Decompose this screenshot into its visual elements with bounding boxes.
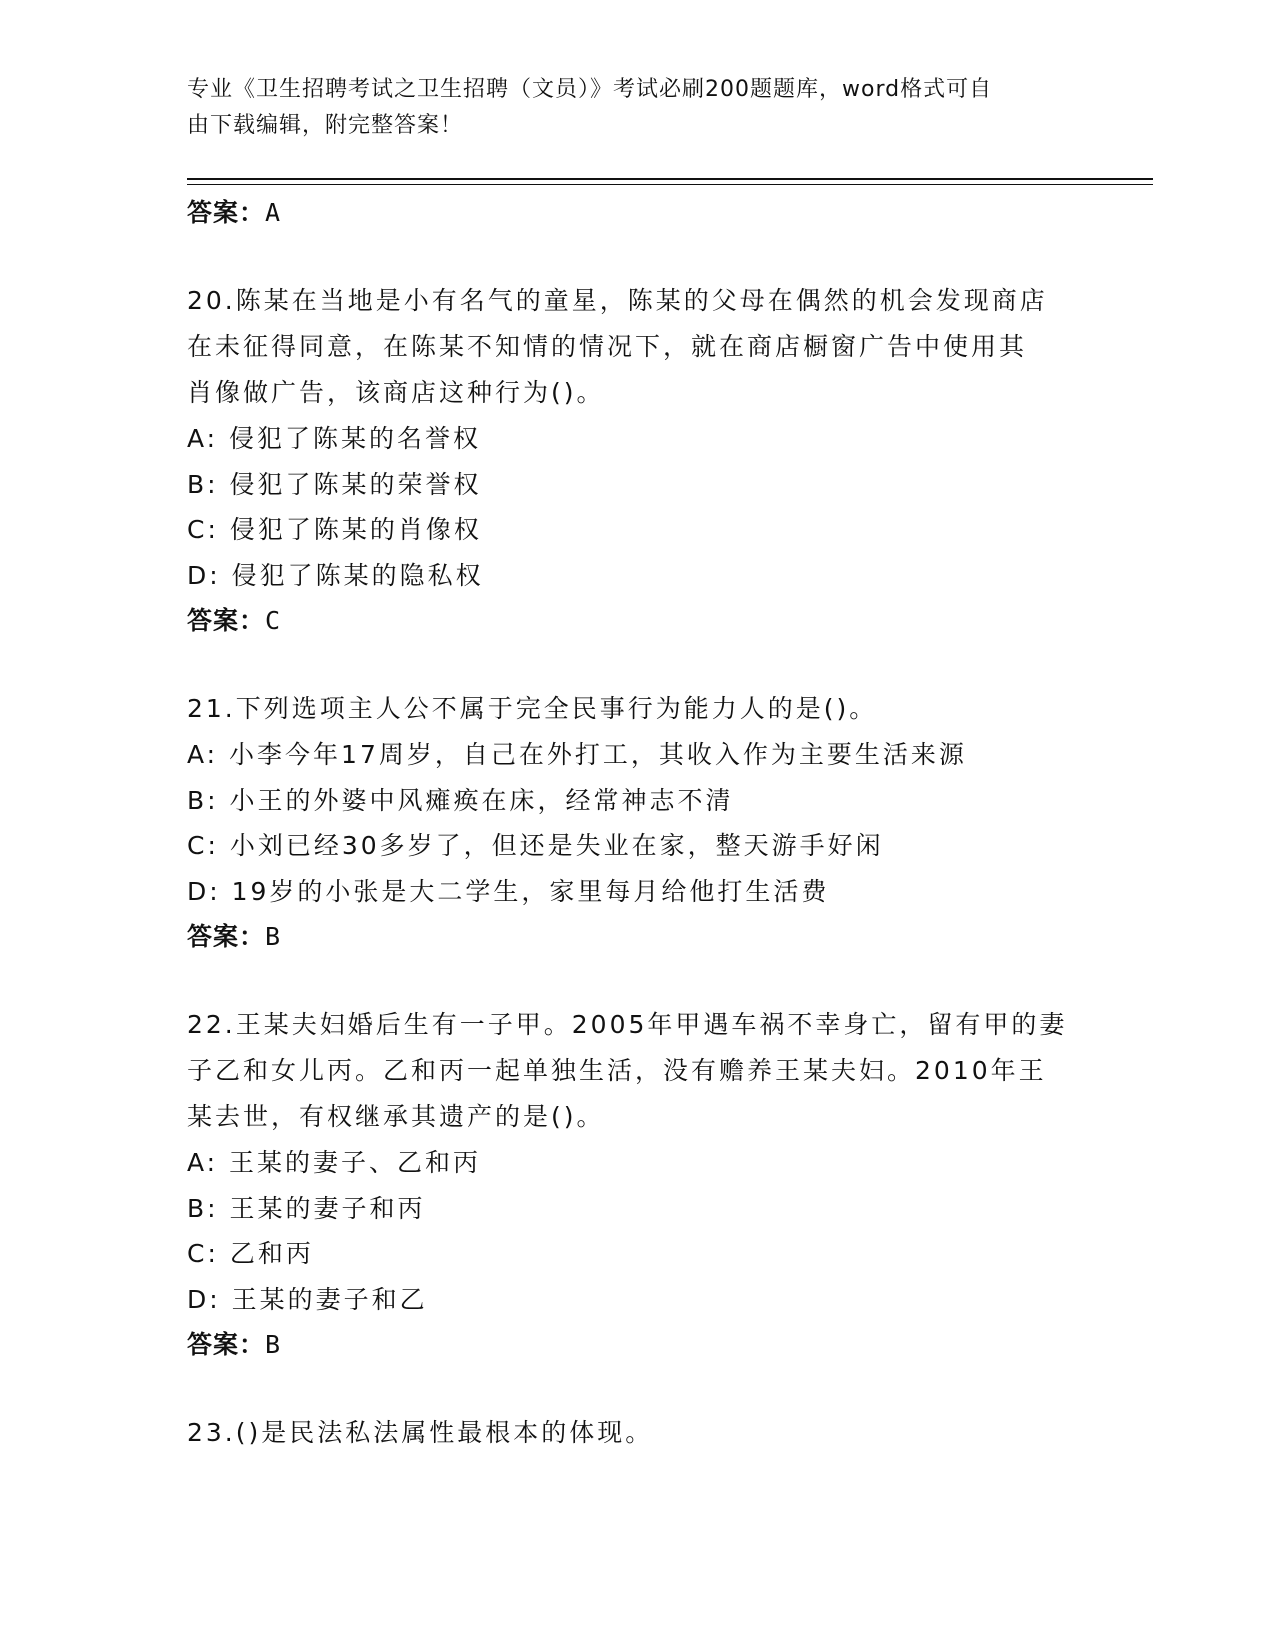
option-b: B: 王某的妻子和丙 bbox=[187, 1193, 426, 1223]
option-c: C: 侵犯了陈某的肖像权 bbox=[187, 515, 482, 544]
answer-value: B bbox=[265, 1330, 282, 1359]
question-block bbox=[187, 278, 1087, 644]
question-block bbox=[187, 1410, 1087, 1456]
header-line-1: 专业《卫生招聘考试之卫生招聘（文员）》考试必刷200题题库，word格式可自 bbox=[187, 77, 993, 102]
header-line-2: 由下载编辑，附完整答案！ bbox=[187, 113, 464, 138]
answer-value: A bbox=[265, 198, 282, 227]
option-d: D: 侵犯了陈某的隐私权 bbox=[187, 560, 484, 590]
answer-line bbox=[187, 598, 1087, 644]
option-b: B: 小王的外婆中风瘫痪在床，经常神志不清 bbox=[187, 785, 734, 815]
option-a: A: 小李今年17周岁，自己在外打工，其收入作为主要生活来源 bbox=[187, 740, 967, 769]
question-stem-line: 某去世，有权继承其遗产的是()。 bbox=[187, 1102, 605, 1131]
answer-value: B bbox=[265, 922, 282, 951]
question-stem-line: 肖像做广告，该商店这种行为()。 bbox=[187, 378, 605, 407]
option-a: A: 王某的妻子、乙和丙 bbox=[187, 1148, 482, 1177]
option-c: C: 小刘已经30多岁了，但还是失业在家，整天游手好闲 bbox=[187, 831, 884, 860]
question-stem-line: 21.下列选项主人公不属于完全民事行为能力人的是()。 bbox=[187, 694, 878, 723]
question-stem-line: 在未征得同意，在陈某不知情的情况下，就在商店橱窗广告中使用其 bbox=[187, 332, 1028, 361]
question-block bbox=[187, 686, 1087, 960]
answer-value: C bbox=[265, 606, 282, 635]
answer-prefix: 答案： bbox=[187, 1330, 266, 1359]
header-divider-thick bbox=[187, 178, 1153, 180]
document-header bbox=[187, 72, 1067, 144]
question-stem-line: 23.()是民法私法属性最根本的体现。 bbox=[187, 1418, 654, 1447]
question-stem-line: 子乙和女儿丙。乙和丙一起单独生活，没有赡养王某夫妇。2010年王 bbox=[187, 1056, 1047, 1085]
question-stem-line: 22.王某夫妇婚后生有一子甲。2005年甲遇车祸不幸身亡，留有甲的妻 bbox=[187, 1010, 1068, 1039]
answer-line bbox=[187, 914, 1087, 960]
answer-prefix: 答案： bbox=[187, 606, 266, 635]
option-d: D: 19岁的小张是大二学生，家里每月给他打生活费 bbox=[187, 876, 830, 906]
option-d: D: 王某的妻子和乙 bbox=[187, 1284, 428, 1314]
question-list bbox=[187, 190, 1087, 1456]
answer-line bbox=[187, 190, 1087, 236]
answer-prefix: 答案： bbox=[187, 922, 266, 951]
header-divider-thin bbox=[187, 184, 1153, 185]
answer-prefix: 答案： bbox=[187, 198, 266, 227]
option-c: C: 乙和丙 bbox=[187, 1239, 314, 1268]
option-a: A: 侵犯了陈某的名誉权 bbox=[187, 424, 482, 453]
question-block bbox=[187, 1002, 1087, 1368]
answer-line bbox=[187, 1322, 1087, 1368]
question-stem-line: 20.陈某在当地是小有名气的童星，陈某的父母在偶然的机会发现商店 bbox=[187, 286, 1048, 315]
option-b: B: 侵犯了陈某的荣誉权 bbox=[187, 469, 482, 499]
